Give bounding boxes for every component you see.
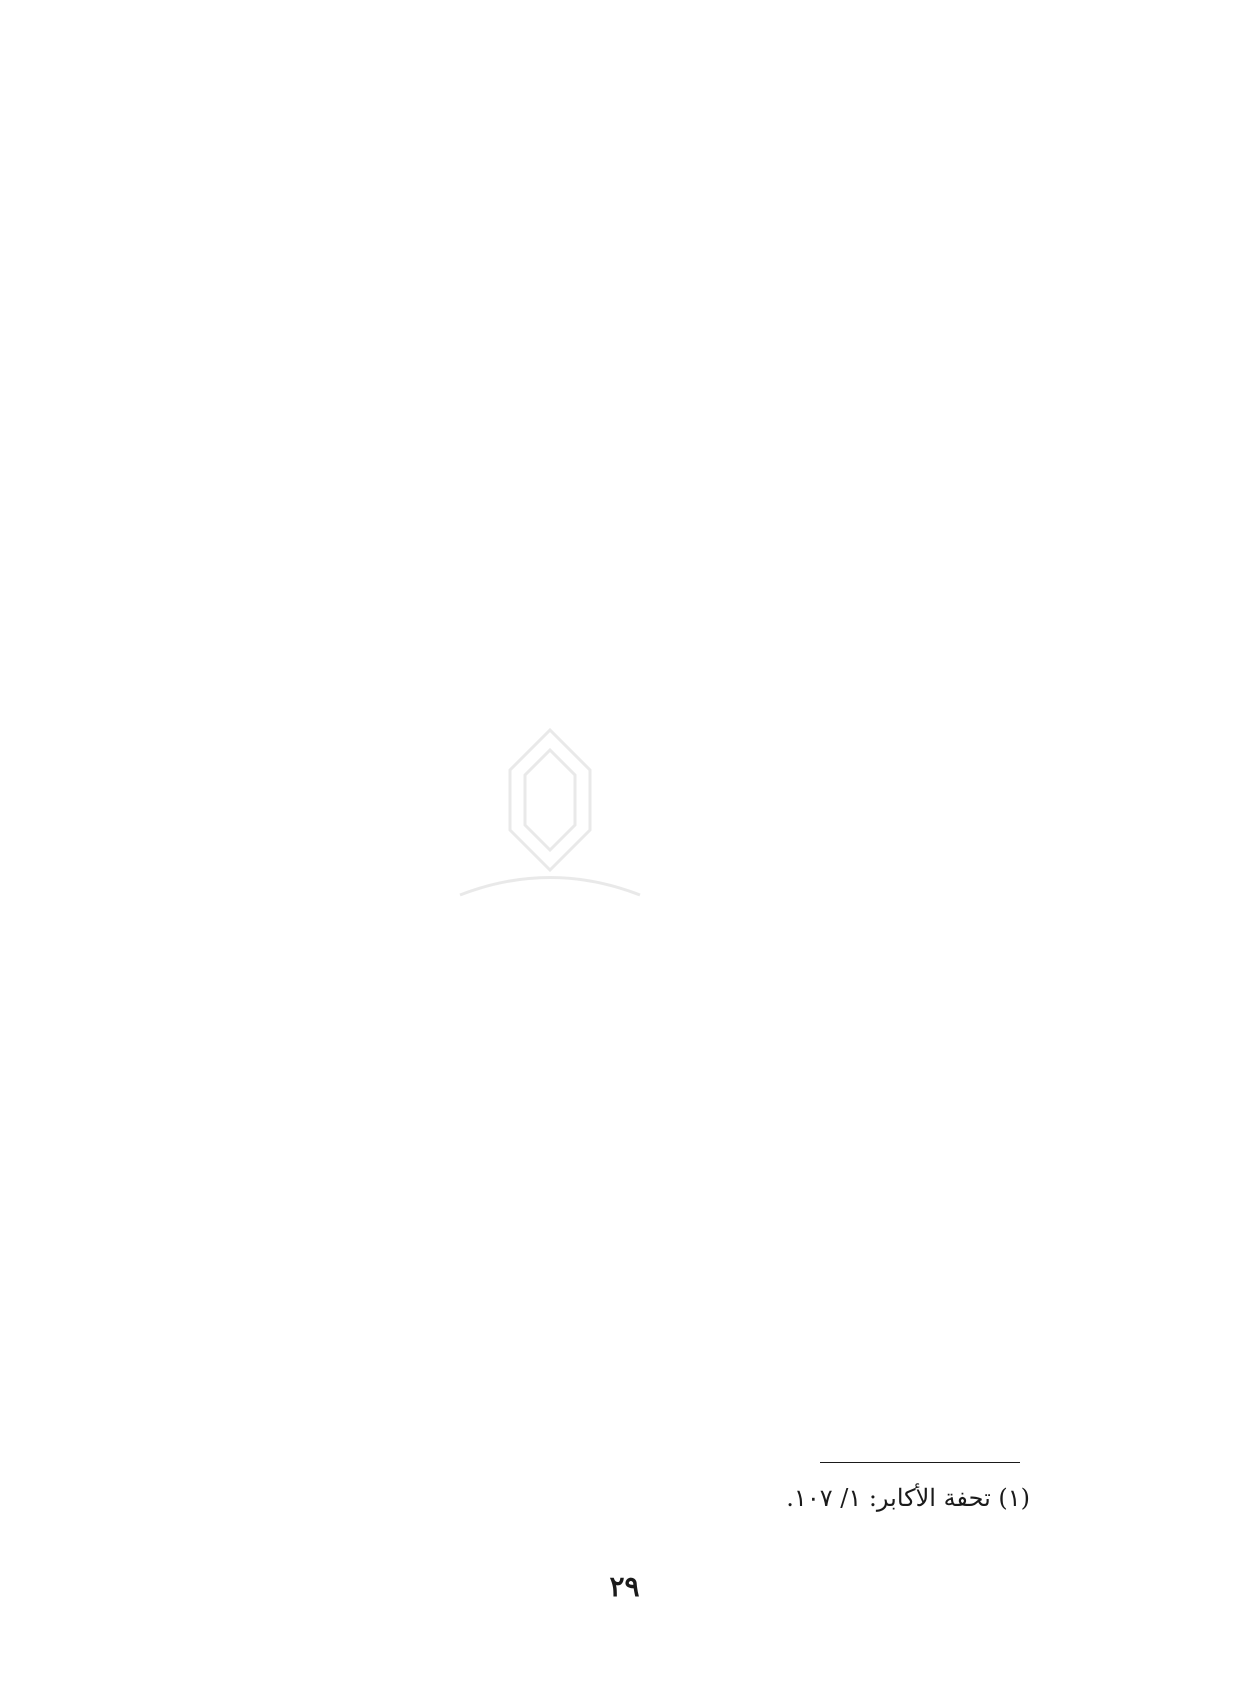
body-text [160, 150, 1030, 164]
library-seal-icon [440, 720, 660, 920]
page-number: ٢٩ [609, 1570, 640, 1603]
footnote: (١) تحفة الأكابر: ١/ ١٠٧. [786, 1484, 1030, 1512]
footnote-divider [820, 1462, 1020, 1463]
